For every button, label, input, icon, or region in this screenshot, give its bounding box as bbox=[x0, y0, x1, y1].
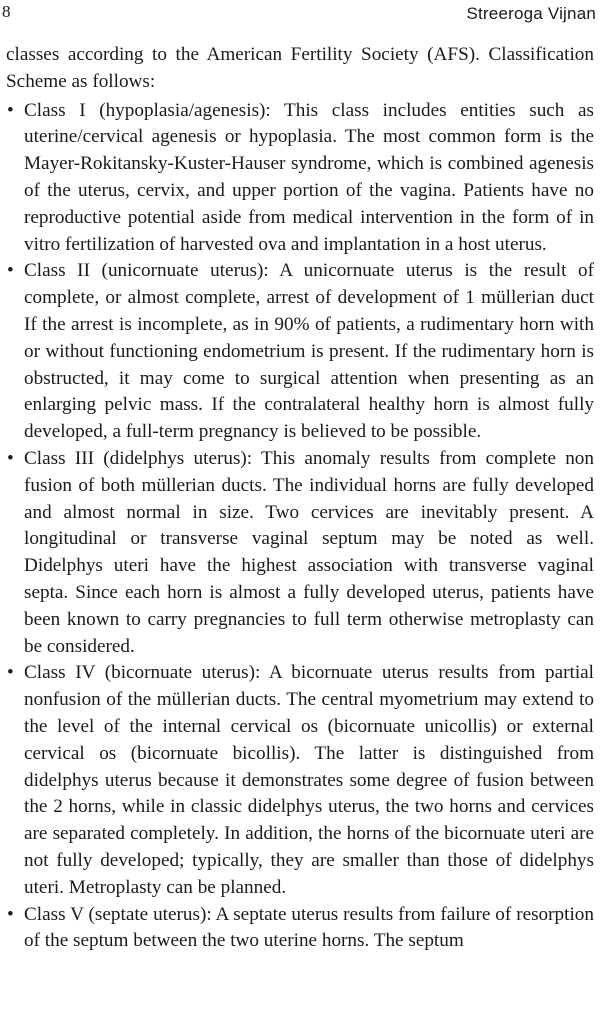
classification-list bbox=[6, 98, 594, 956]
list-item-text: Class I (hypoplasia/agenesis): This class includes entities such as uterine/cervical agenesis or hypoplasia. The most common form is the Mayer-Rokitansky-Kuster-Hauser syndrome, which is combined agenesis of the uterus, cervix, and upper portion of the vagina. Patients have no reproductive potential aside from medical intervention in the form of in vitro fertilization of harvested ova and implantation in a host uterus. bbox=[24, 99, 594, 255]
list-item-text: Class III (didelphys uterus): This anomaly results from complete non fusion of both müllerian ducts. The individual horns are fully developed and almost normal in size. Two cervices are inevitably present. A longitudinal or transverse vaginal septum may be noted as well. Didelphys uteri have the highest association with transverse vaginal septa. Since each horn is almost a fully developed uterus, patients have been known to carry pregnancies to full term otherwise metroplasty can be considered. bbox=[24, 447, 594, 657]
bullet-icon: • bbox=[7, 903, 14, 925]
page-number: 8 bbox=[2, 2, 11, 21]
intro-paragraph: classes according to the American Fertility Society (AFS). Classification Scheme as follows: bbox=[6, 44, 594, 92]
list-item-class-iv bbox=[6, 660, 594, 901]
page-header bbox=[0, 0, 600, 34]
list-item-text: Class IV (bicornuate uterus): A bicornuate uterus results from partial nonfusion of the müllerian ducts. The central myometrium may extend to the level of the internal cervical os (bicornuate unicollis) or external cervical os (bicornuate bicollis). The latter is distinguished from didelphys uterus because it demonstrates some degree of fusion between the 2 horns, while in classic didelphys uterus, the two horns and cervices are separated completely. In addition, the horns of the bicornuate uteri are not fully developed; typically, they are smaller than those of didelphys uteri. Metroplasty can be planned. bbox=[24, 662, 594, 898]
bullet-icon: • bbox=[7, 447, 14, 469]
bullet-icon: • bbox=[7, 99, 14, 121]
running-title: Streeroga Vijnan bbox=[466, 4, 596, 23]
list-item-class-v bbox=[6, 902, 594, 956]
list-item-class-i bbox=[6, 98, 594, 259]
bullet-icon: • bbox=[7, 662, 14, 684]
list-item-class-ii bbox=[6, 258, 594, 446]
list-item-text: Class II (unicornuate uterus): A unicornuate uterus is the result of complete, or almost complete, arrest of development of 1 müllerian duct If the arrest is incomplete, as in 90% of patients, a rudimentary horn with or without functioning endometrium is present. If the rudimentary horn is obstructed, it may come to surgical attention when presenting as an enlarging pelvic mass. If the contralateral healthy horn is almost fully developed, a full-term pregnancy is believed to be possible. bbox=[24, 260, 594, 443]
list-item-class-iii bbox=[6, 446, 594, 660]
list-item-text: Class V (septate uterus): A septate uterus results from failure of resorption of the septum between the two uterine horns. The septum bbox=[24, 903, 594, 952]
bullet-icon: • bbox=[7, 260, 14, 282]
body-text bbox=[6, 42, 594, 955]
